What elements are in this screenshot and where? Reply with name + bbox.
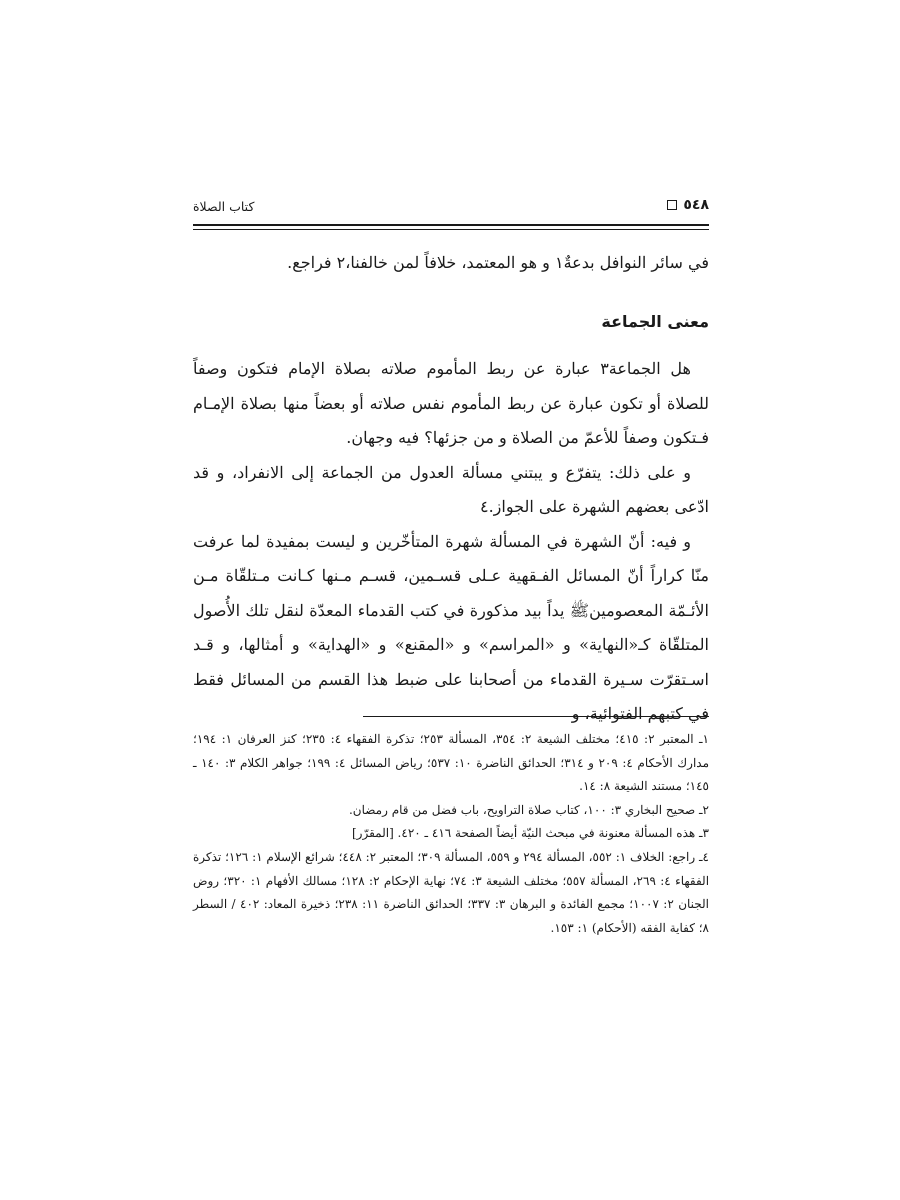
- section-heading: معنى الجماعة: [601, 312, 709, 331]
- header-rule-thin: [193, 229, 709, 230]
- book-page: [193, 0, 709, 1200]
- page-number: ٥٤٨: [683, 197, 709, 213]
- main-text: [193, 352, 709, 732]
- continuation-line: في سائر النوافل بدعةٌ١ و هو المعتمد، خلافاً لمن خالفنا،٢ فراجع.: [287, 253, 709, 272]
- header-rule-thick: [193, 224, 709, 226]
- footnote-4: ٤ـ راجع: الخلاف ١: ٥٥٢، المسألة ٢٩٤ و ٥٥٩، المسألة ٣٠٩؛ المعتبر ٢: ٤٤٨؛ شرائع الإسلام ١: ١٢٦؛ تذكرة الفقهاء ٤: ٢٦٩، المسألة ٥٥٧؛ مختلف الشيعة ٣: ٧٤؛ نهاية الإحكام ٢: ١٢٨؛ مسالك الأفهام ١: ٣٢٠؛ روض الجنان ٢: ١٠٠٧؛ مجمع الفائدة و البرهان ٣: ٣٣٧؛ الحدائق الناضرة ١١: ٢٣٨؛ ذخيرة المعاد: ٤٠٢ / السطر ٨؛ كفاية الفقه (الأحكام) ١: ١٥٣.: [193, 849, 710, 935]
- running-header: [193, 197, 709, 219]
- paragraph-3: و فيه: أنّ الشهرة في المسألة شهرة المتأخّرين و ليست بمفيدة لما عرفت منّا كراراً أنّ المسائل الفـقهية عـلى قسـمين، قسـم مـنها كـانت مـتلقّاة مـن الأئـمّة المعصومينﷺ يداً بيد مذكورة في كتب القدماء المعدّة لنقل تلك الأُصول المتلقّاة كـ«النهاية» و «المراسم» و «المقنع» و «الهداية» و أمثالها، و قـد اسـتقرّت سـيرة القدماء من أصحابنا على ضبط هذا القسم من المسائل فقط في كتبهم الفتوائية، و: [193, 531, 710, 723]
- footnote-2: ٢ـ صحيح البخاري ٣: ١٠٠، كتاب صلاة التراويح، باب فضل من قام رمضان.: [348, 802, 709, 817]
- book-title: كتاب الصلاة: [193, 199, 255, 214]
- footnote-3: ٣ـ هذه المسألة معنونة في مبحث النيّة أيضاً الصفحة ٤١٦ ـ ٤٢٠. [المقرّر]: [351, 826, 709, 841]
- footnotes: [193, 728, 709, 940]
- footnote-separator: [363, 716, 709, 717]
- paragraph-1: هل الجماعة٣ عبارة عن ربط المأموم صلاته بصلاة الإمام فتكون وصفاً للصلاة أو تكون عبارة عن ربط المأموم نفس صلاته أو بعضاً منها بصلاة الإمـام فـتكون وصفاً للأعمّ من الصلاة و من جزئها؟ فيه وجهان.: [193, 359, 709, 447]
- square-box-icon: [667, 200, 677, 210]
- page-number-group: [667, 197, 709, 213]
- footnote-1: ١ـ المعتبر ٢: ٤١٥؛ مختلف الشيعة ٢: ٣٥٤، المسألة ٢٥٣؛ تذكرة الفقهاء ٤: ٢٣٥؛ كنز العرفان ١: ١٩٤؛ مدارك الأحكام ٤: ٢٠٩ و ٣١٤؛ الحدائق الناضرة ١٠: ٥٣٧؛ رياض المسائل ٤: ١٩٩؛ جواهر الكلام ٣: ١٤٠ ـ ١٤٥؛ مستند الشيعة ٨: ١٤.: [193, 732, 710, 794]
- paragraph-2: و على ذلك: يتفرّع و يبتني مسألة العدول من الجماعة إلى الانفراد، و قد ادّعى بعضهم الشهرة على الجواز.٤: [193, 462, 709, 516]
